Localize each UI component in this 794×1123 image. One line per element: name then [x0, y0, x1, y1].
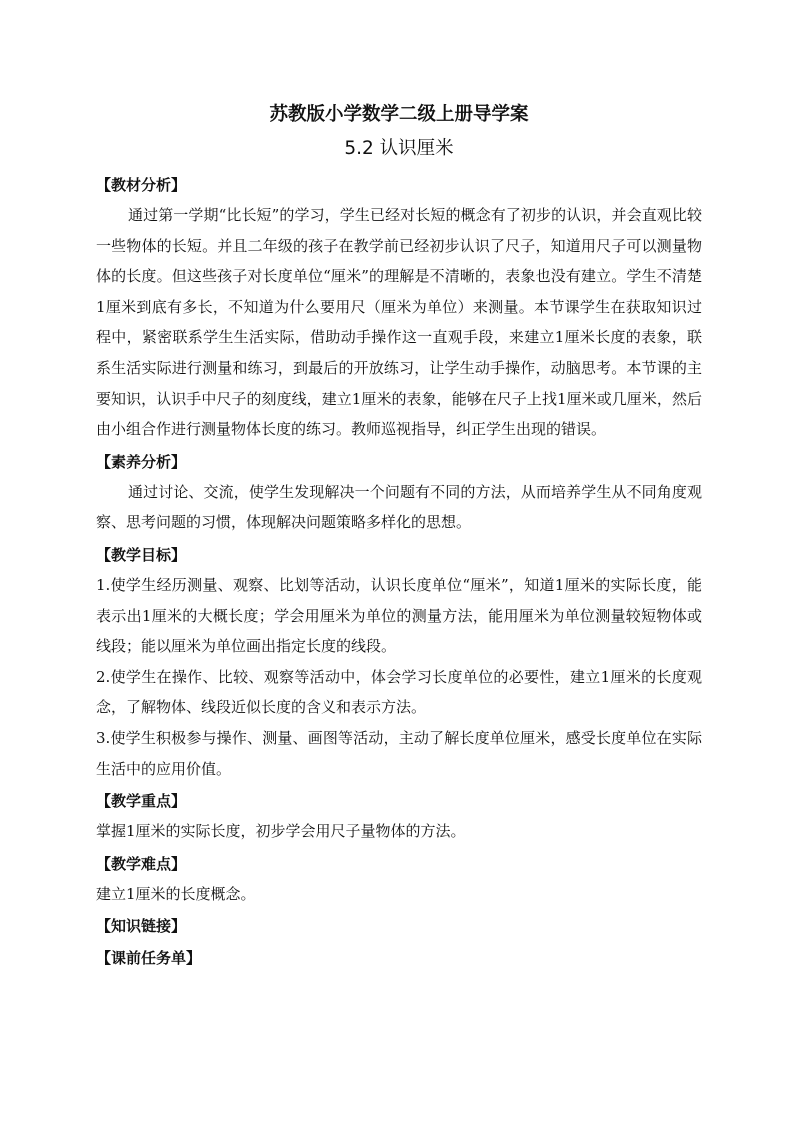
section-heading-preclass-tasks: 【课前任务单】: [96, 949, 202, 968]
textbook-analysis-paragraph: 通过第一学期“比长短”的学习，学生已经对长短的概念有了初步的认识，并会直观比较一些物体的长短。并且二年级的孩子在教学前已经初步认识了尺子，知道用尺子可以测量物体的长度。但这些孩子对长度单位“厘米”的理解是不清晰的，表象也没有建立。学生不清楚1厘米到底有多长，不知道为什么要用尺（厘米为单位）来测量。本节课学生在获取知识过程中，紧密联系学生生活实际，借助动手操作这一直观手段，来建立1厘米长度的表象，联系生活实际进行测量和练习，到最后的开放练习，让学生动手操作，动脑思考。本节课的主要知识，认识手中尺子的刻度线，建立1厘米的表象，能够在尺子上找1厘米或几厘米，然后由小组合作进行测量物体长度的练习。教师巡视指导，纠正学生出现的错误。: [96, 206, 702, 439]
section-heading-teaching-focus: 【教学重点】: [96, 792, 187, 811]
objective-item-3: 3.使学生积极参与操作、测量、画图等活动，主动了解长度单位厘米，感受长度单位在实际生活中的应用价值。: [96, 728, 702, 778]
section-heading-teaching-objectives: 【教学目标】: [96, 545, 187, 564]
section-heading-textbook-analysis: 【教材分析】: [96, 176, 187, 194]
teaching-difficulty-paragraph: 建立1厘米的长度概念。: [96, 884, 256, 903]
section-heading-literacy-analysis: 【素养分析】: [96, 452, 187, 471]
objective-item-1: 1.使学生经历测量、观察、比划等活动，认识长度单位“厘米”，知道1厘米的实际长度，能表示出1厘米的大概长度；学会用厘米为单位的测量方法，能用厘米为单位测量较短物体或线段；能以厘米为单位画出指定长度的线段。: [96, 575, 702, 656]
section-heading-knowledge-link: 【知识链接】: [96, 917, 187, 936]
teaching-focus-paragraph: 掌握1厘米的实际长度，初步学会用尺子量物体的方法。: [96, 822, 466, 841]
document-title: 苏教版小学数学二级上册导学案: [269, 104, 529, 125]
document-content: [96, 100, 702, 973]
section-heading-teaching-difficulty: 【教学难点】: [96, 854, 187, 873]
literacy-analysis-paragraph: 通过讨论、交流，使学生发现解决一个问题有不同的方法，从而培养学生从不同角度观察、思考问题的习惯，体现解决问题策略多样化的思想。: [96, 482, 702, 532]
objective-item-2: 2.使学生在操作、比较、观察等活动中，体会学习长度单位的必要性，建立1厘米的长度观念，了解物体、线段近似长度的含义和表示方法。: [96, 667, 702, 717]
lesson-title: 5.2 认识厘米: [344, 138, 454, 159]
